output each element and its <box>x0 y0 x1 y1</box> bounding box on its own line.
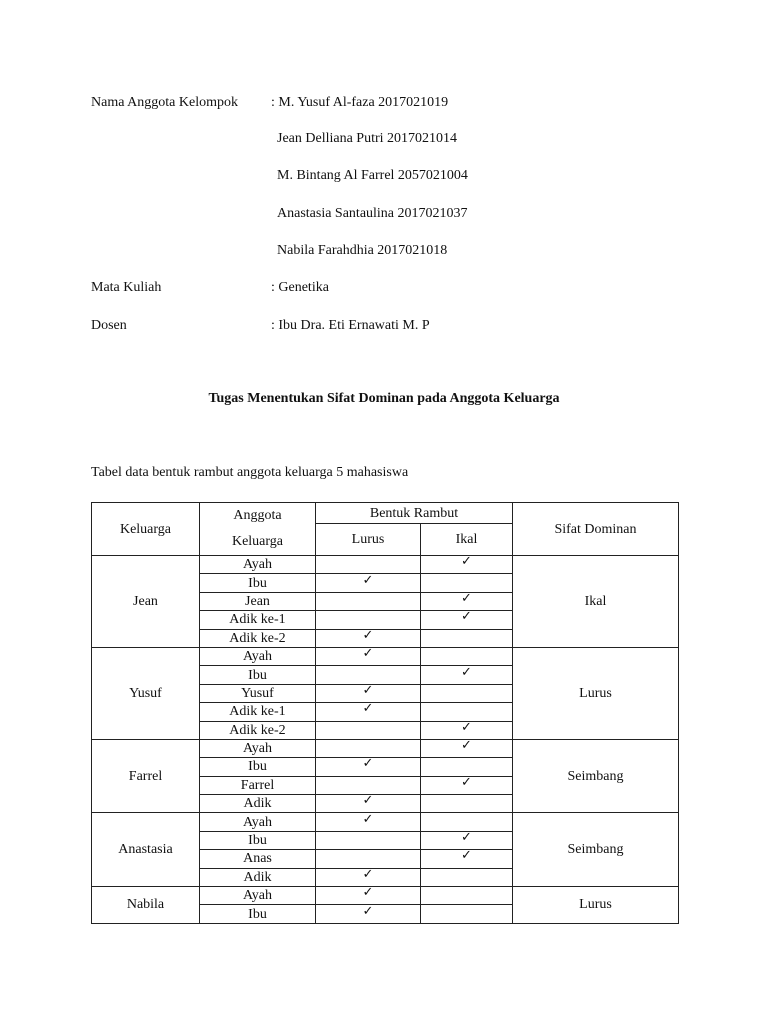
member-name-cell: Ayah <box>200 813 316 831</box>
curly-cell <box>421 739 513 757</box>
straight-cell <box>316 776 421 794</box>
member-name-cell: Ibu <box>200 758 316 776</box>
curly-cell <box>421 611 513 629</box>
member-name: Jean Delliana Putri 2017021014 <box>277 131 458 146</box>
table-row <box>92 556 679 574</box>
checkmark-icon: ✓ <box>461 719 472 735</box>
document-title: Tugas Menentukan Sifat Dominan pada Anggota Keluarga <box>208 391 560 406</box>
checkmark-icon: ✓ <box>362 646 374 662</box>
checkmark-icon: ✓ <box>461 848 472 864</box>
family-name-cell: Nabila <box>92 887 200 924</box>
header-hair-shape: Bentuk Rambut <box>316 503 513 524</box>
header-member-line2: Keluarga <box>231 534 284 549</box>
family-name-cell: Yusuf <box>92 647 200 739</box>
straight-cell <box>316 850 421 868</box>
hair-data-table <box>91 502 679 924</box>
dominant-trait-cell: Lurus <box>513 647 679 739</box>
curly-cell <box>421 813 513 831</box>
member-name-cell: Anas <box>200 850 316 868</box>
checkmark-icon: ✓ <box>362 885 374 901</box>
straight-cell <box>316 739 421 757</box>
curly-cell <box>421 887 513 905</box>
checkmark-icon: ✓ <box>362 627 374 643</box>
member-name-cell: Adik ke-1 <box>200 703 316 721</box>
straight-cell <box>316 629 421 647</box>
curly-cell <box>421 647 513 665</box>
straight-cell <box>316 684 421 702</box>
dominant-trait-cell: Lurus <box>513 887 679 924</box>
curly-cell <box>421 703 513 721</box>
lecturer-value: : Ibu Dra. Eti Ernawati M. P <box>271 318 430 333</box>
curly-cell <box>421 795 513 813</box>
straight-cell <box>316 758 421 776</box>
curly-cell <box>421 776 513 794</box>
straight-cell <box>316 703 421 721</box>
curly-cell <box>421 556 513 574</box>
member-name-cell: Ayah <box>200 556 316 574</box>
family-name-cell: Jean <box>92 556 200 648</box>
table-body <box>92 556 679 924</box>
table-header-row <box>92 503 679 524</box>
dominant-trait-cell: Ikal <box>513 556 679 648</box>
member-name-cell: Adik <box>200 868 316 886</box>
member-name-cell: Ibu <box>200 666 316 684</box>
member-name: M. Bintang Al Farrel 2057021004 <box>277 168 468 183</box>
checkmark-icon: ✓ <box>362 756 374 772</box>
header-curly: Ikal <box>421 524 513 556</box>
member-name: Anastasia Santaulina 2017021037 <box>277 206 468 221</box>
table-caption: Tabel data bentuk rambut anggota keluarga 5 mahasiswa <box>91 465 409 480</box>
curly-cell <box>421 592 513 610</box>
straight-cell <box>316 611 421 629</box>
straight-cell <box>316 831 421 849</box>
curly-cell <box>421 758 513 776</box>
checkmark-icon: ✓ <box>362 866 374 882</box>
member-name: : M. Yusuf Al-faza 2017021019 <box>271 95 449 110</box>
member-name-cell: Adik <box>200 795 316 813</box>
straight-cell <box>316 868 421 886</box>
header-dominant: Sifat Dominan <box>513 503 679 556</box>
curly-cell <box>421 850 513 868</box>
checkmark-icon: ✓ <box>362 811 374 827</box>
checkmark-icon: ✓ <box>461 609 472 625</box>
member-name-cell: Adik ke-2 <box>200 629 316 647</box>
course-label: Mata Kuliah <box>91 280 162 295</box>
curly-cell <box>421 831 513 849</box>
member-name: Nabila Farahdhia 2017021018 <box>277 243 448 258</box>
checkmark-icon: ✓ <box>461 774 472 790</box>
dominant-trait-cell: Seimbang <box>513 813 679 887</box>
straight-cell <box>316 574 421 592</box>
header-family: Keluarga <box>92 503 200 556</box>
checkmark-icon: ✓ <box>362 701 374 717</box>
member-name-cell: Adik ke-1 <box>200 611 316 629</box>
straight-cell <box>316 813 421 831</box>
curly-cell <box>421 868 513 886</box>
family-name-cell: Farrel <box>92 739 200 813</box>
table-row <box>92 887 679 905</box>
header-member <box>200 503 316 556</box>
straight-cell <box>316 905 421 923</box>
member-name-cell: Ibu <box>200 574 316 592</box>
member-name-cell: Ibu <box>200 905 316 923</box>
straight-cell <box>316 887 421 905</box>
curly-cell <box>421 684 513 702</box>
member-name-cell: Adik ke-2 <box>200 721 316 739</box>
straight-cell <box>316 795 421 813</box>
checkmark-icon: ✓ <box>461 554 472 570</box>
curly-cell <box>421 905 513 923</box>
straight-cell <box>316 666 421 684</box>
straight-cell <box>316 592 421 610</box>
member-name-cell: Ibu <box>200 831 316 849</box>
member-name-cell: Ayah <box>200 887 316 905</box>
table-row <box>92 739 679 757</box>
dominant-trait-cell: Seimbang <box>513 739 679 813</box>
table-row <box>92 813 679 831</box>
checkmark-icon: ✓ <box>461 830 472 846</box>
member-name-cell: Ayah <box>200 647 316 665</box>
curly-cell <box>421 666 513 684</box>
curly-cell <box>421 721 513 739</box>
table-row <box>92 647 679 665</box>
curly-cell <box>421 629 513 647</box>
lecturer-label: Dosen <box>91 318 127 333</box>
straight-cell <box>316 556 421 574</box>
members-label: Nama Anggota Kelompok <box>91 95 238 110</box>
curly-cell <box>421 574 513 592</box>
member-name-cell: Farrel <box>200 776 316 794</box>
checkmark-icon: ✓ <box>461 590 472 606</box>
straight-cell <box>316 721 421 739</box>
family-name-cell: Anastasia <box>92 813 200 887</box>
checkmark-icon: ✓ <box>362 682 374 698</box>
course-value: : Genetika <box>271 280 329 295</box>
member-name-cell: Yusuf <box>200 684 316 702</box>
checkmark-icon: ✓ <box>362 793 374 809</box>
checkmark-icon: ✓ <box>362 903 374 919</box>
checkmark-icon: ✓ <box>461 664 472 680</box>
header-member-line1: Anggota <box>233 508 282 523</box>
straight-cell <box>316 647 421 665</box>
checkmark-icon: ✓ <box>362 572 374 588</box>
member-name-cell: Ayah <box>200 739 316 757</box>
checkmark-icon: ✓ <box>461 738 472 754</box>
header-straight: Lurus <box>316 524 421 556</box>
member-name-cell: Jean <box>200 592 316 610</box>
